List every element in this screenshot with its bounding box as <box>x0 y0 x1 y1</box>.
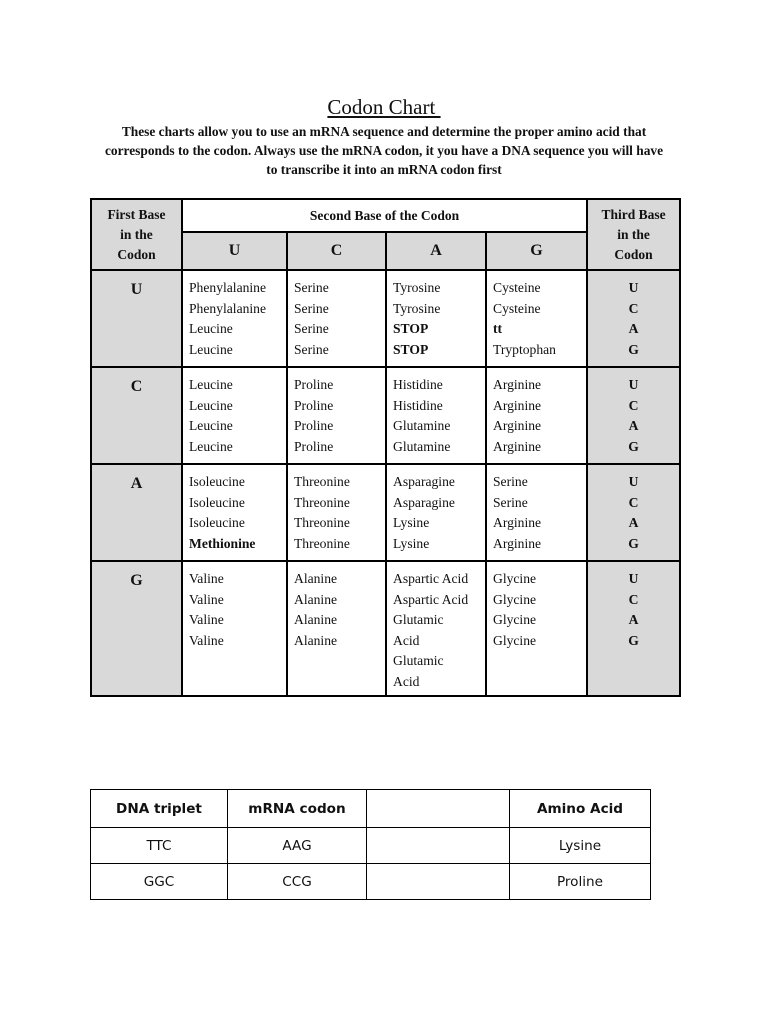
first-base-header-line: First Base <box>107 206 166 222</box>
stop-codon: STOP <box>393 321 429 336</box>
amino-cell <box>182 367 287 464</box>
amino-acid: Valine <box>189 612 224 627</box>
amino-acid: Alanine <box>294 591 338 607</box>
second-base-header: Second Base of the Codon <box>182 199 587 232</box>
amino-cell <box>486 561 587 696</box>
intro-line: to transcribe it into an mRNA codon first <box>266 162 502 177</box>
amino-acid: Glutamine <box>393 438 451 454</box>
amino-cell <box>486 464 587 561</box>
amino-acid: Alanine <box>294 612 338 627</box>
amino-cell <box>386 561 486 696</box>
third-base-header-line: Third Base <box>601 206 666 222</box>
dna-triplet-cell: GGC <box>91 864 228 900</box>
third-base: C <box>628 397 639 413</box>
amino-cell <box>182 561 287 696</box>
amino-acid: Alanine <box>294 571 338 586</box>
amino-acid: Glycine <box>493 571 537 586</box>
first-base-cell: G <box>91 561 182 696</box>
amino-acid: Proline <box>294 397 334 413</box>
codon-row-u <box>91 270 680 367</box>
codon-row-a <box>91 464 680 561</box>
dna-triplet-header: DNA triplet <box>91 790 228 828</box>
amino-cell <box>386 367 486 464</box>
third-base: G <box>628 535 639 551</box>
amino-acid: Arginine <box>493 438 542 454</box>
amino-acid: Threonine <box>294 494 350 510</box>
amino-acid: Glutamic <box>393 612 444 627</box>
amino-acid: Glutamic <box>393 653 444 668</box>
third-base-header-line: Codon <box>614 246 653 262</box>
second-base-c: C <box>287 232 386 270</box>
amino-acid: Serine <box>294 341 329 357</box>
amino-acid: Valine <box>189 591 224 607</box>
first-base-header <box>91 199 182 270</box>
amino-acid: Lysine <box>393 535 430 551</box>
third-base-header <box>587 199 680 270</box>
blank-cell <box>367 864 510 900</box>
dna-triplet-cell: TTC <box>91 828 228 864</box>
amino-acid: Leucine <box>189 397 233 413</box>
amino-acid: Leucine <box>189 341 233 357</box>
amino-acid: Glycine <box>493 591 537 607</box>
amino-acid: Phenylalanine <box>189 280 267 295</box>
intro-line: These charts allow you to use an mRNA sequence and determine the proper amino acid that <box>121 124 647 139</box>
amino-acid: Aspartic Acid <box>393 571 469 586</box>
amino-acid-cell: Lysine <box>510 828 651 864</box>
page-title: Codon Chart <box>327 95 441 119</box>
amino-acid-cell: Proline <box>510 864 651 900</box>
amino-acid: Tyrosine <box>393 280 441 295</box>
amino-acid: Arginine <box>493 418 542 433</box>
amino-acid: Lysine <box>393 515 430 530</box>
amino-cell <box>486 270 587 367</box>
third-base-cell <box>587 561 680 696</box>
amino-acid: Arginine <box>493 515 542 530</box>
amino-acid: Proline <box>294 377 334 392</box>
amino-acid: Asparagine <box>393 474 455 489</box>
second-base-a: A <box>386 232 486 270</box>
amino-cell <box>386 270 486 367</box>
first-base-cell: C <box>91 367 182 464</box>
amino-cell <box>182 464 287 561</box>
amino-acid: Serine <box>493 494 528 510</box>
amino-acid: Histidine <box>393 377 443 392</box>
amino-acid: Threonine <box>294 474 350 489</box>
third-base-cell <box>587 464 680 561</box>
amino-cell <box>182 270 287 367</box>
first-base-cell: U <box>91 270 182 367</box>
amino-acid: Arginine <box>493 535 542 551</box>
amino-acid: Isoleucine <box>189 474 245 489</box>
amino-acid: Serine <box>294 300 329 316</box>
third-base: C <box>628 494 639 510</box>
amino-acid: Glycine <box>493 612 537 627</box>
amino-acid: Asparagine <box>393 494 455 510</box>
third-base: U <box>628 280 639 295</box>
exercise-table <box>90 789 651 900</box>
amino-acid: Isoleucine <box>189 494 245 510</box>
amino-acid: Cysteine <box>493 300 541 316</box>
amino-cell <box>287 367 386 464</box>
amino-acid: Alanine <box>294 632 338 648</box>
amino-cell <box>486 367 587 464</box>
amino-cell <box>287 561 386 696</box>
amino-acid: Proline <box>294 418 334 433</box>
blank-cell <box>367 828 510 864</box>
intro-paragraph <box>84 122 684 179</box>
codon-row-c <box>91 367 680 464</box>
third-base: G <box>628 341 639 357</box>
third-base: A <box>628 418 639 433</box>
amino-acid: Glutamine <box>393 418 451 433</box>
second-base-g: G <box>486 232 587 270</box>
intro-line: corresponds to the codon. Always use the mRNA codon, it you have a DNA sequence you will have <box>104 143 664 158</box>
third-base-cell <box>587 367 680 464</box>
first-base-header-line: in the <box>120 226 153 242</box>
third-base-cell <box>587 270 680 367</box>
amino-acid: Arginine <box>493 377 542 392</box>
table-row <box>91 864 651 900</box>
third-base: G <box>628 632 639 648</box>
amino-acid: Glycine <box>493 632 537 648</box>
third-base: U <box>628 571 639 586</box>
third-base-header-line: in the <box>617 226 650 242</box>
amino-acid: Tryptophan <box>493 341 556 357</box>
third-base: C <box>628 591 639 607</box>
mrna-codon-cell: CCG <box>228 864 367 900</box>
amino-acid: Aspartic Acid <box>393 591 469 607</box>
amino-acid: Leucine <box>189 438 233 454</box>
amino-acid: Threonine <box>294 535 350 551</box>
amino-acid: Cysteine <box>493 280 541 295</box>
mrna-codon-header: mRNA codon <box>228 790 367 828</box>
amino-acid-header: Amino Acid <box>510 790 651 828</box>
codon-chart-table <box>90 198 681 697</box>
third-base: A <box>628 321 639 336</box>
stop-codon: tt <box>493 321 503 336</box>
amino-acid: Leucine <box>189 377 233 392</box>
first-base-header-line: Codon <box>117 246 156 262</box>
amino-acid: Valine <box>189 632 224 648</box>
amino-acid: Threonine <box>294 515 350 530</box>
amino-cell <box>386 464 486 561</box>
amino-acid: Isoleucine <box>189 515 245 530</box>
amino-acid: Tyrosine <box>393 300 441 316</box>
amino-acid: Leucine <box>189 321 233 336</box>
amino-acid: Acid <box>393 673 420 689</box>
table-row <box>91 828 651 864</box>
amino-cell <box>287 464 386 561</box>
mrna-codon-cell: AAG <box>228 828 367 864</box>
third-base: A <box>628 612 639 627</box>
amino-acid: Serine <box>294 280 329 295</box>
amino-acid: Serine <box>294 321 329 336</box>
second-base-u: U <box>182 232 287 270</box>
amino-cell <box>287 270 386 367</box>
first-base-cell: A <box>91 464 182 561</box>
start-codon: Methionine <box>189 535 256 551</box>
third-base: A <box>628 515 639 530</box>
stop-codon: STOP <box>393 341 429 357</box>
amino-acid: Serine <box>493 474 528 489</box>
codon-row-g <box>91 561 680 696</box>
amino-acid: Acid <box>393 632 420 648</box>
amino-acid: Proline <box>294 438 334 454</box>
third-base: U <box>628 377 639 392</box>
third-base: U <box>628 474 639 489</box>
third-base: G <box>628 438 639 454</box>
amino-acid: Valine <box>189 571 224 586</box>
amino-acid: Phenylalanine <box>189 300 267 316</box>
amino-acid: Histidine <box>393 397 443 413</box>
amino-acid: Leucine <box>189 418 233 433</box>
third-base: C <box>628 300 639 316</box>
blank-header <box>367 790 510 828</box>
amino-acid: Arginine <box>493 397 542 413</box>
